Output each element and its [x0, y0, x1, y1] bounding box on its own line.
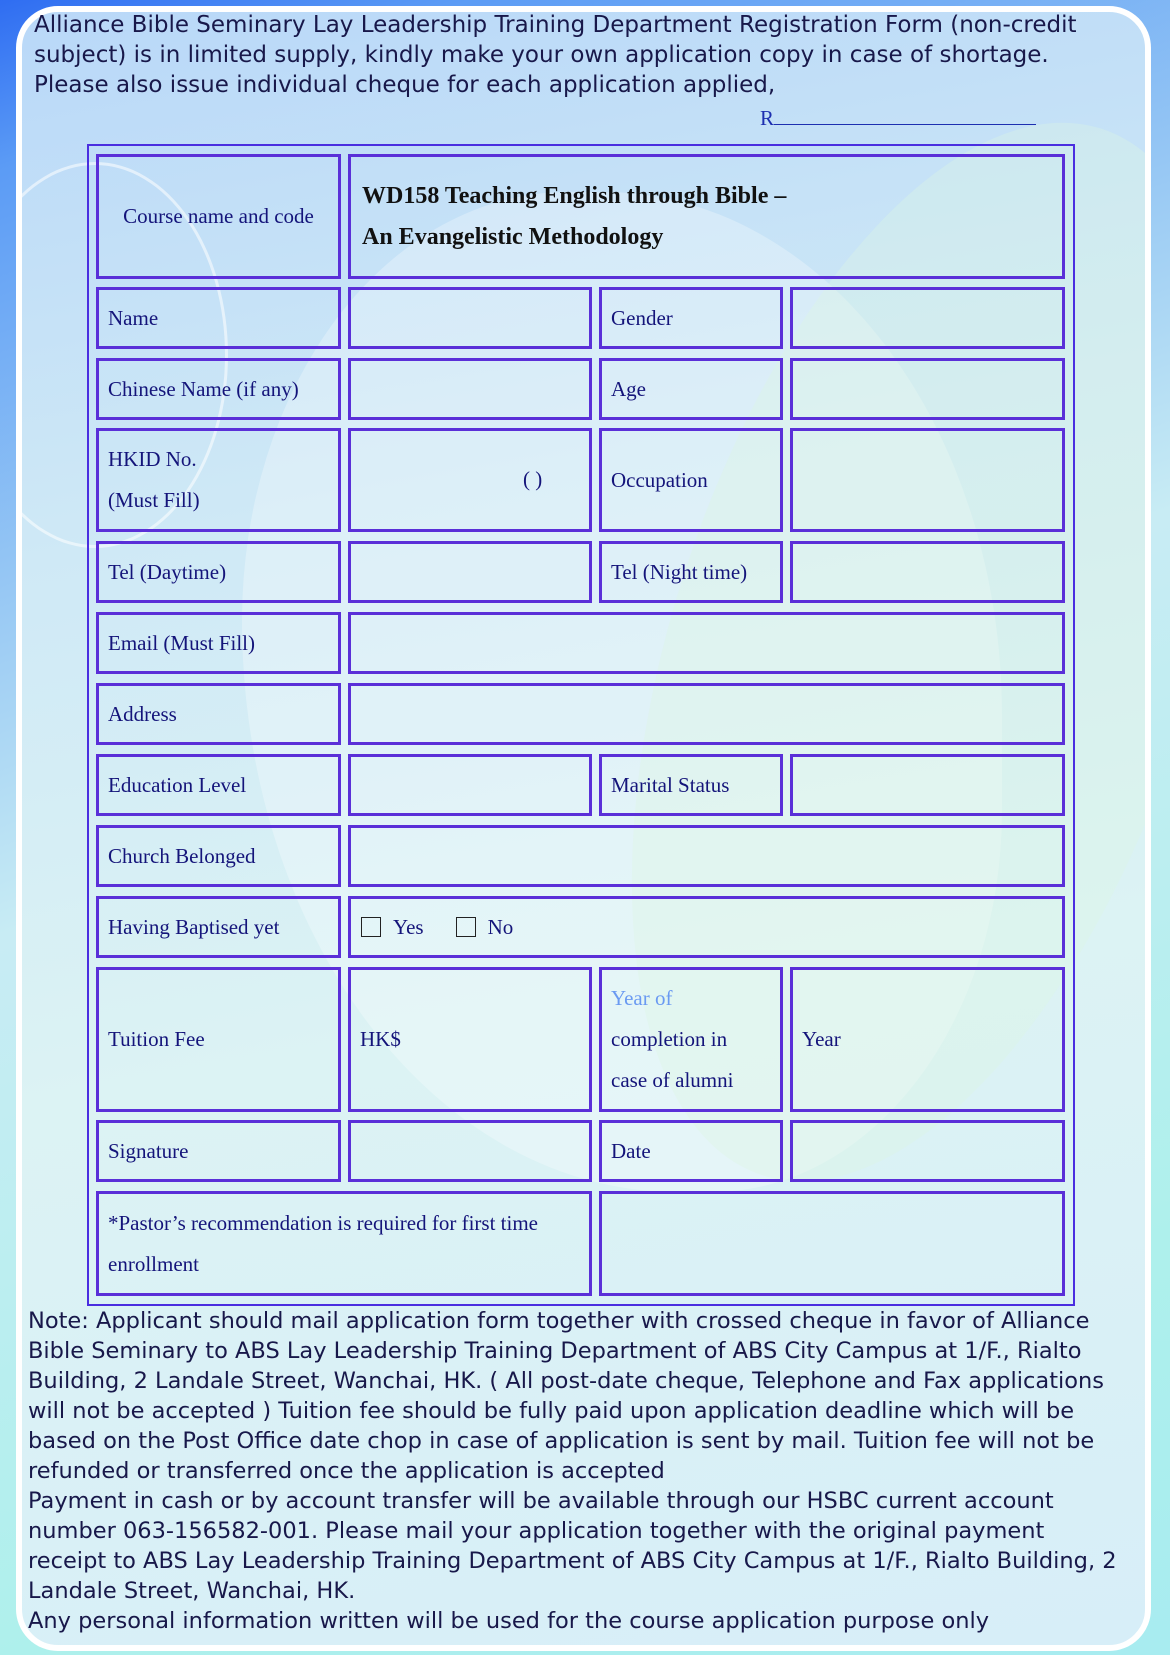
- baptised-no-option[interactable]: No: [456, 907, 514, 948]
- hkid-field[interactable]: [348, 428, 592, 532]
- baptised-label: Having Baptised yet: [96, 896, 341, 958]
- note-privacy: Any personal information written will be used for the course application purpose only: [28, 1608, 990, 1634]
- age-label: Age: [599, 358, 783, 420]
- tuition-label: Tuition Fee: [96, 967, 341, 1112]
- baptised-yes-option[interactable]: Yes: [361, 907, 424, 948]
- pastor-recommendation-label: *Pastor’s recommendation is required for first time enrollment: [96, 1191, 592, 1296]
- hkid-label: HKID No. (Must Fill): [96, 428, 341, 532]
- marital-field[interactable]: [790, 754, 1065, 816]
- age-field[interactable]: [790, 358, 1065, 420]
- signature-label: Signature: [96, 1120, 341, 1182]
- no-checkbox[interactable]: [456, 917, 476, 937]
- signature-field[interactable]: [348, 1120, 592, 1182]
- hkid-check-digit: ( ): [523, 467, 543, 491]
- reference-number: R: [760, 106, 1036, 131]
- note-mailing: Note: Applicant should mail application form together with crossed cheque in favor of Alliance Bible Seminary to ABS Lay Leadership Training Department of ABS City Campus at 1/F., Rialto Building, 2 Landale Street, Wanchai, HK. ( All post-date cheque, Telephone and Fax applications will not be accepted ) Tuition fee should be fully paid upon application deadline which will be based on the Post Office date chop in case of application is sent by mail. Tuition fee will not be refunded or transferred once the application is accepted: [28, 1308, 1105, 1484]
- education-label: Education Level: [96, 754, 341, 816]
- education-field[interactable]: [348, 754, 592, 816]
- alumni-year-field[interactable]: Year: [790, 967, 1065, 1112]
- email-field[interactable]: [348, 612, 1065, 674]
- date-label: Date: [599, 1120, 783, 1182]
- occupation-field[interactable]: [790, 428, 1065, 532]
- gender-field[interactable]: [790, 287, 1065, 349]
- name-field[interactable]: [348, 287, 592, 349]
- tel-day-field[interactable]: [348, 541, 592, 603]
- tel-night-label: Tel (Night time): [599, 541, 783, 603]
- tuition-field[interactable]: HK$: [348, 967, 592, 1112]
- occupation-label: Occupation: [599, 428, 783, 532]
- alumni-year-label: Year of completion in case of alumni: [599, 967, 783, 1112]
- yes-checkbox[interactable]: [361, 917, 381, 937]
- reference-number-blank[interactable]: [774, 106, 1036, 125]
- marital-label: Marital Status: [599, 754, 783, 816]
- church-field[interactable]: [348, 825, 1065, 887]
- chinese-name-field[interactable]: [348, 358, 592, 420]
- note-payment: Payment in cash or by account transfer will be available through our HSBC current account number 063-156582-001. Please mail your application together with the original payment receipt to ABS Lay Leadership Training Department of ABS City Campus at 1/F., Rialto Building, 2 Landale Street, Wanchai, HK.: [28, 1488, 1117, 1604]
- church-label: Church Belonged: [96, 825, 341, 887]
- chinese-name-label: Chinese Name (if any): [96, 358, 341, 420]
- baptised-options: [348, 896, 1065, 958]
- tel-day-label: Tel (Daytime): [96, 541, 341, 603]
- notes: [28, 1306, 1128, 1636]
- name-label: Name: [96, 287, 341, 349]
- gender-label: Gender: [599, 287, 783, 349]
- address-field[interactable]: [348, 683, 1065, 745]
- course-label: Course name and code: [96, 154, 341, 279]
- intro-text: Alliance Bible Seminary Lay Leadership Training Department Registration Form (non-credit subject) is in limited supply, kindly make your own application copy in case of shortage. Please also issue individual cheque for each application applied,: [34, 12, 1077, 98]
- date-field[interactable]: [790, 1120, 1065, 1182]
- pastor-recommendation-field[interactable]: [599, 1191, 1065, 1296]
- email-label: Email (Must Fill): [96, 612, 341, 674]
- tel-night-field[interactable]: [790, 541, 1065, 603]
- address-label: Address: [96, 683, 341, 745]
- course-title: WD158 Teaching English through Bible – An Evangelistic Methodology: [348, 154, 1065, 279]
